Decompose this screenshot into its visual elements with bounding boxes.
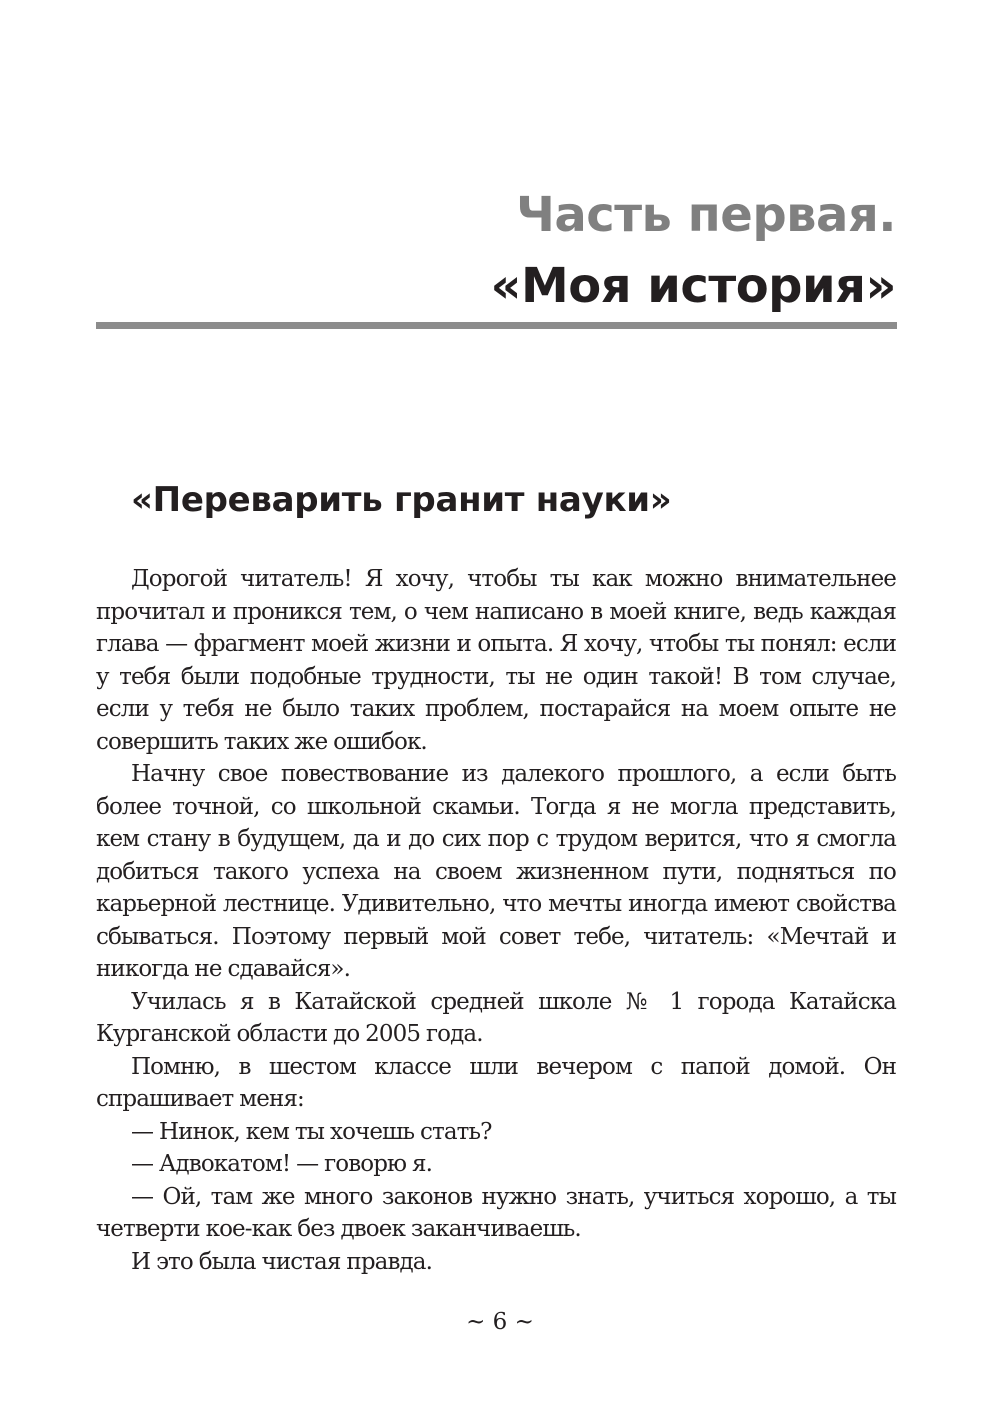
part-header (96, 180, 896, 322)
part-title-line2: «Моя история» (490, 258, 896, 314)
dialogue-line: — Нинок, кем ты хочешь стать? (131, 1118, 492, 1145)
paragraph: Дорогой читатель! Я хочу, чтобы ты как можно внимательнее прочитал и проникся тем, о чем написано в моей книге, ведь каждая глава — фрагмент моей жизни и опыта. Я хочу, чтобы ты понял: если у тебя были подобные трудности, ты не один такой! В том случае, если у тебя не было таких проблем, постарайся на моем опыте не совершить таких же ошибок. (96, 566, 896, 755)
body-text (96, 563, 896, 1278)
paragraph: Помню, в шестом классе шли вечером с папой домой. Он спрашивает меня: (96, 1053, 896, 1112)
page-number: ~ 6 ~ (466, 1309, 534, 1335)
header-divider (96, 322, 897, 329)
chapter-title: «Переварить гранит науки» (131, 480, 672, 520)
dialogue-line: — Ой, там же много законов нужно знать, учиться хорошо, а ты четверти кое-как без двоек заканчиваешь. (96, 1183, 896, 1242)
paragraph: Училась я в Катайской средней школе № 1 города Катайска Курганской области до 2005 года. (96, 988, 896, 1047)
dialogue-line: — Адвокатом! — говорю я. (131, 1151, 433, 1177)
paragraph: Начну свое повествование из далекого прошлого, а если быть более точной, со школьной скамьи. Тогда я не могла представить, кем стану в будущем, да и до сих пор с трудом верится, что я смогла добиться такого успеха на своем жизненном пути, подняться по карьерной лестнице. Удивительно, что мечты иногда имеют свойства сбываться. Поэтому первый мой совет тебе, читатель: «Мечтай и никогда не сдавайся». (96, 761, 896, 982)
part-title-line1: Часть первая. (516, 187, 896, 243)
paragraph: И это была чистая правда. (131, 1248, 432, 1275)
